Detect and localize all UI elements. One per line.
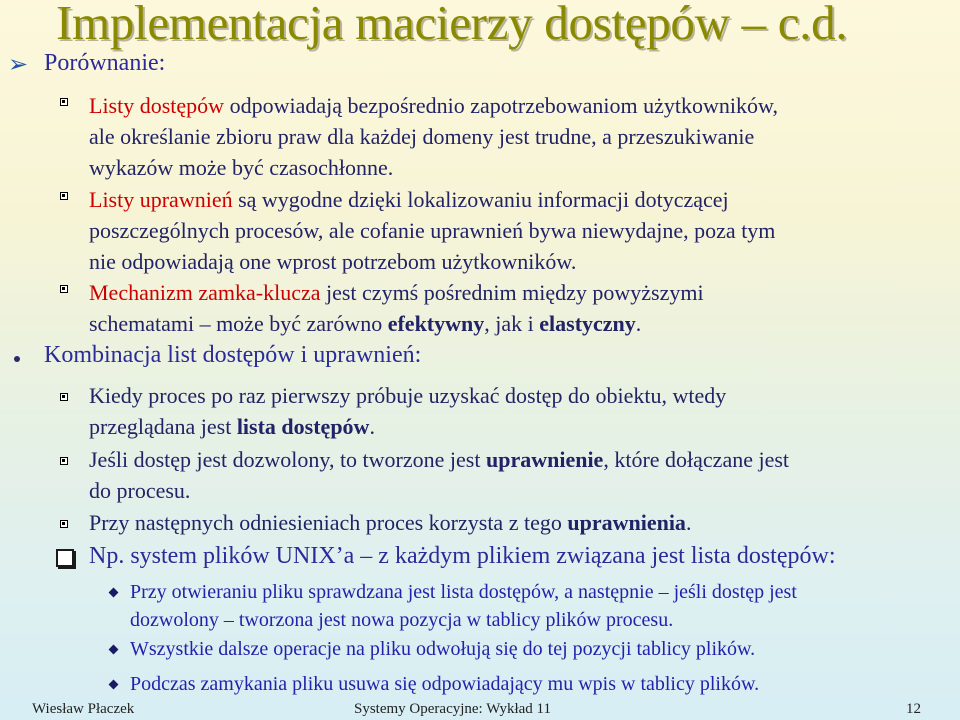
diamond-bullet-icon: [109, 680, 119, 690]
list-item-next-references: Przy następnych odniesieniach proces korzysta z tego uprawnienia.: [89, 510, 692, 535]
list-item-first-access: Kiedy proces po raz pierwszy próbuje uzyskać dostęp do obiektu, wtedy przeglądana jest lista dostępów.: [89, 383, 727, 439]
square-bullet-icon: [60, 98, 68, 106]
example-unix: Np. system plików UNIX’a – z każdym plikiem związana jest lista dostępów:: [89, 543, 836, 569]
sub-item-further-ops: Wszystkie dalsze operacje na pliku odwołują się do tej pozycji tablicy plików.: [130, 638, 756, 660]
footer-author: Wiesław Płaczek: [32, 701, 135, 717]
square-bullet-icon: [60, 285, 68, 293]
diamond-bullet-icon: [109, 588, 119, 598]
term-lock-key: Mechanizm zamka-klucza: [89, 280, 321, 305]
arrow-bullet-icon: ➢: [8, 52, 29, 78]
checkbox-bullet-icon: [56, 549, 74, 567]
diamond-bullet-icon: [109, 645, 119, 655]
term-capability-lists: Listy uprawnień: [89, 187, 233, 212]
term-access-lists: Listy dostępów: [89, 93, 225, 118]
list-item-capability-lists: Listy uprawnień są wygodne dzięki lokalizowaniu informacji dotyczącej poszczególnych procesów, ale cofanie uprawnień bywa niewydajne, poza tym nie odpowiadają one wprost potrzebom użytkowników.: [89, 187, 776, 274]
square-bullet-icon: [60, 393, 68, 401]
list-item-access-allowed: Jeśli dostęp jest dozwolony, to tworzone jest uprawnienie, które dołączane jest do procesu.: [89, 447, 790, 503]
sub-item-close-file: Podczas zamykania pliku usuwa się odpowiadający mu wpis w tablicy plików.: [130, 673, 760, 695]
section-heading-combination: Kombinacja list dostępów i uprawnień:: [44, 342, 422, 368]
round-bullet-icon: [14, 356, 20, 362]
footer-course: Systemy Operacyjne: Wykład 11: [354, 701, 551, 717]
square-bullet-icon: [60, 192, 68, 200]
footer-page-number: 12: [906, 701, 921, 717]
square-bullet-icon: [60, 520, 68, 528]
list-item-lock-key: Mechanizm zamka-klucza jest czymś pośrednim między powyższymi schematami – może być zarówno efektywny, jak i elastyczny.: [89, 280, 704, 336]
list-item-access-lists: Listy dostępów odpowiadają bezpośrednio zapotrzebowaniom użytkowników, ale określanie zbioru praw dla każdej domeny jest trudne, a przeszukiwanie wykazów może być czasochłonne.: [89, 93, 778, 180]
section-heading-comparison: Porównanie:: [44, 50, 166, 76]
slide-title: Implementacja macierzy dostępów – c.d.: [56, 0, 848, 50]
sub-item-open-file: Przy otwieraniu pliku sprawdzana jest lista dostępów, a następnie – jeśli dostęp jest dozwolony – tworzona jest nowa pozycja w tablicy plików procesu.: [130, 581, 797, 631]
square-bullet-icon: [60, 457, 68, 465]
